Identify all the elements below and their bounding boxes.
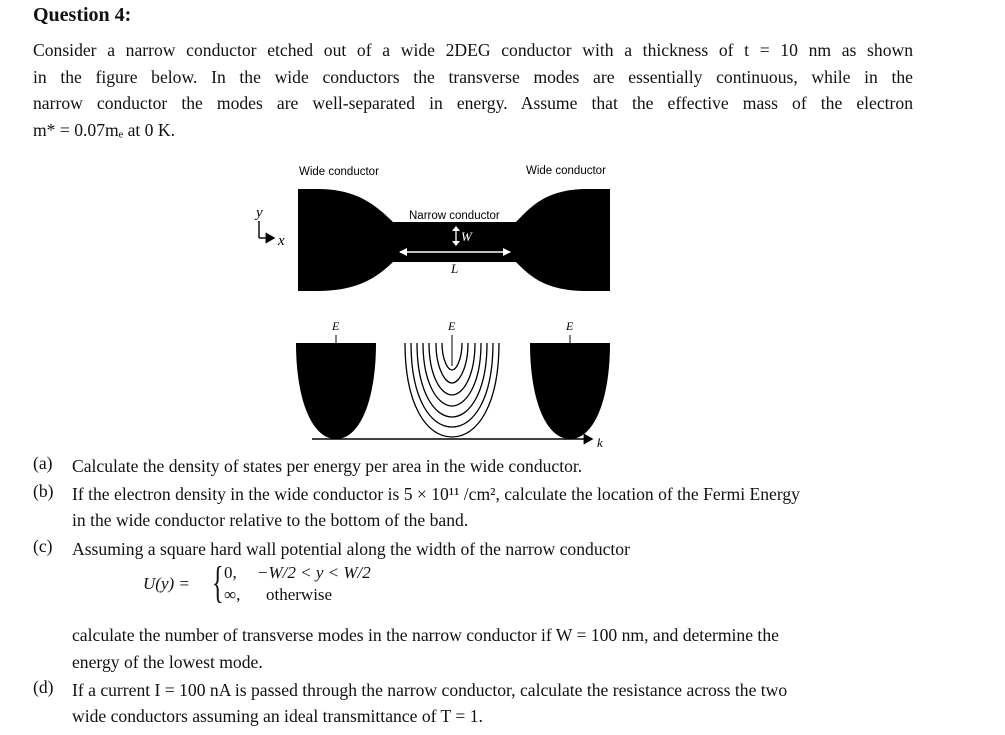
part-c-line-3: energy of the lowest mode.	[72, 652, 263, 672]
part-b-line-2: in the wide conductor relative to the bottom of the band.	[72, 510, 469, 530]
right-wide-conductor	[516, 189, 610, 291]
width-symbol: W	[461, 229, 472, 244]
equation-lhs: U(y) =	[143, 574, 190, 593]
intro-line-1: Consider a narrow conductor etched out of a wide 2DEG conductor with a thickness of t = 10 nm as shown	[33, 40, 913, 60]
left-wide-label: Wide conductor	[299, 166, 379, 178]
conductor-figure	[0, 150, 1005, 450]
intro-line-2: in the figure below. In the wide conductors the transverse modes are essentially continuous, while in the	[33, 67, 913, 87]
part-c-line-1: Assuming a square hard wall potential along the width of the narrow conductor	[72, 539, 630, 559]
part-d-line-1: If a current I = 100 nA is passed through the narrow conductor, calculate the resistance across the two	[72, 680, 788, 700]
right-band	[530, 319, 610, 439]
intro-line-3: narrow conductor the modes are well-separated in energy. Assume that the effective mass of the electron	[33, 93, 913, 113]
axis-y-label: y	[256, 205, 263, 221]
part-b-line-1: If the electron density in the wide conductor is 5 × 10¹¹ /cm², calculate the location of the Fermi Energy	[72, 484, 800, 504]
part-a-label: (a)	[33, 453, 53, 473]
left-wide-conductor	[298, 189, 393, 291]
k-axis-label: k	[597, 435, 603, 450]
axis-x-label: x	[278, 233, 285, 249]
part-d-label: (d)	[33, 677, 54, 697]
middle-energy-label: E	[448, 319, 456, 333]
part-c-label: (c)	[33, 536, 53, 556]
left-brace: {	[212, 558, 224, 607]
left-band	[296, 319, 376, 439]
narrow-conductor-label: Narrow conductor	[409, 210, 500, 222]
part-c-line-2: calculate the number of transverse modes in the narrow conductor if W = 100 nm, and determine the	[72, 625, 779, 645]
part-b-label: (b)	[33, 481, 54, 501]
right-wide-label: Wide conductor	[526, 165, 606, 177]
case-2-condition: otherwise	[266, 585, 333, 604]
case-1-value: 0,	[224, 563, 237, 582]
length-symbol: L	[451, 261, 459, 276]
narrow-subbands	[405, 319, 499, 437]
intro-line-4: m* = 0.07mₑ at 0 K.	[33, 120, 175, 140]
case-1-condition: −W/2 < y < W/2	[257, 563, 371, 582]
right-energy-label: E	[566, 319, 574, 333]
part-d-line-2: wide conductors assuming an ideal transmittance of T = 1.	[72, 706, 483, 726]
case-2-value: ∞,	[224, 585, 241, 604]
left-energy-label: E	[332, 319, 340, 333]
question-title: Question 4:	[33, 4, 132, 26]
axis-indicator	[254, 205, 285, 249]
part-a-text: Calculate the density of states per energy per area in the wide conductor.	[72, 456, 583, 476]
